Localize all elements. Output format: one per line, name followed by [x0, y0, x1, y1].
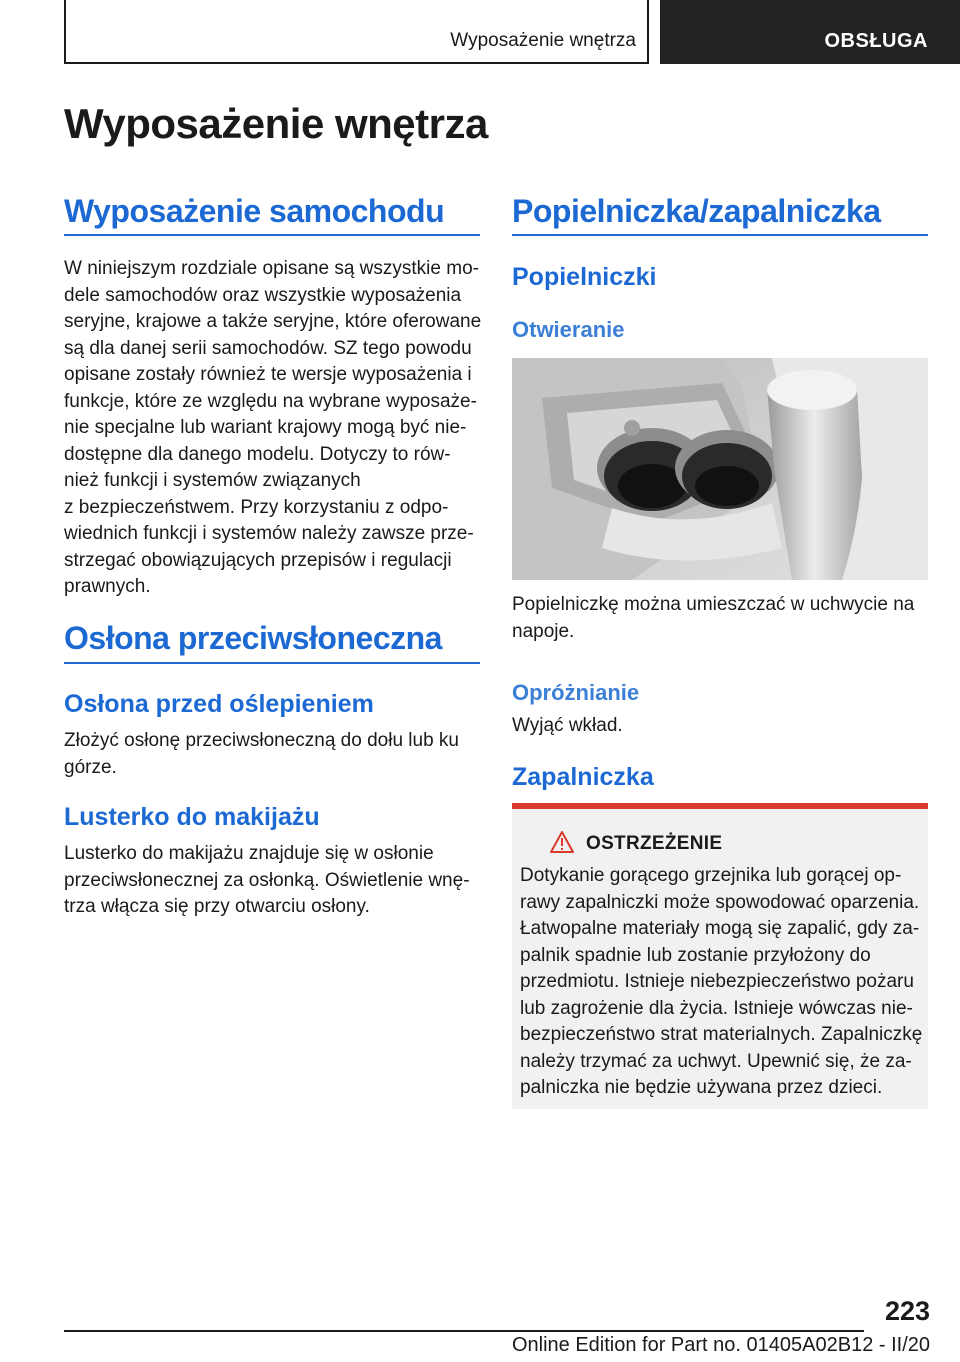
- subheading-vanity-mirror: Lusterko do makijażu: [64, 803, 320, 831]
- subheading-emptying: Opróżnianie: [512, 680, 640, 705]
- heading-ashtray-lighter: Popielniczka/zapalniczka: [512, 193, 881, 229]
- intro-paragraph: W niniejszym rozdziale opisane są wszystkie mo‐ dele samochodów oraz wszystkie wyposażenia seryjne, krajowe a także seryjne, które oferowane są dla danej serii samochodów. SZ tego powodu opisane zostały również te wersje wyposażenia i funkcje, które ze względu na wybrane wyposaże‐ nie specjalne lub wariant krajowy mogą być nie‐ dostępne dla danego modelu. Dotyczy to rów‐ nież funkcji i systemów związanych z bezpieczeństwem. Przy korzystaniu z odpo‐ wiednich funkcji i systemów należy zawsze prze‐ strzegać obowiązujących przepisów i regulacji prawnych.: [64, 258, 482, 597]
- subheading-ashtrays: Popielniczki: [512, 263, 657, 291]
- subheading-opening: Otwieranie: [512, 317, 625, 342]
- footer-rule: [64, 1330, 864, 1332]
- vanity-mirror-text: Lusterko do makijażu znajduje się w osłonie przeciwsłonecznej za osłonką. Oświetlenie wnę‐ trza włącza się przy otwarciu osłony.: [64, 843, 470, 917]
- page-title: Wyposażenie wnętrza: [64, 100, 488, 147]
- heading-rule: [512, 234, 928, 236]
- header-chapter-label: OBSŁUGA: [824, 30, 928, 52]
- cupholder-photo: [512, 358, 928, 580]
- photo-caption: Popielniczkę można umieszczać w uchwycie na napoje.: [512, 594, 915, 642]
- heading-rule: [64, 662, 480, 664]
- heading-rule: [64, 234, 480, 236]
- footer-edition: Online Edition for Part no. 01405A02B12 - II/20: [511, 1334, 930, 1356]
- warning-title: OSTRZEŻENIE: [586, 833, 723, 854]
- emptying-text: Wyjąć wkład.: [512, 715, 623, 736]
- warning-text: Dotykanie gorącego grzejnika lub gorącej op‐ rawy zapalniczki może spowodować oparzenia. Łatwopalne materiały mogą się zapalić, gdy za‐ palnik spadnie lub zostanie przyłożony do przedmiotu. Istnieje niebezpieczeństwo pożaru lub zagrożenie dla życia. Istnieje wówczas nie‐ bezpieczeństwo strat materialnych. Zapalniczkę należy trzymać za uchwyt. Upewnić się, że za‐ palniczka nie będzie używana przez dzieci.: [520, 865, 923, 1098]
- heading-vehicle-equipment: Wyposażenie samochodu: [64, 193, 445, 229]
- warning-box: [512, 809, 928, 1109]
- heading-sun-visor: Osłona przeciwsłoneczna: [64, 620, 442, 656]
- page-number: 223: [884, 1296, 930, 1326]
- warning-triangle-icon: [550, 831, 574, 858]
- header-section-title: Wyposażenie wnętrza: [450, 30, 636, 51]
- glare-shield-text: Złożyć osłonę przeciwsłoneczną do dołu lub ku górze.: [64, 730, 459, 778]
- header-chapter-tab: [660, 0, 960, 64]
- subheading-lighter: Zapalniczka: [512, 763, 654, 791]
- subheading-glare-shield: Osłona przed oślepieniem: [64, 690, 374, 718]
